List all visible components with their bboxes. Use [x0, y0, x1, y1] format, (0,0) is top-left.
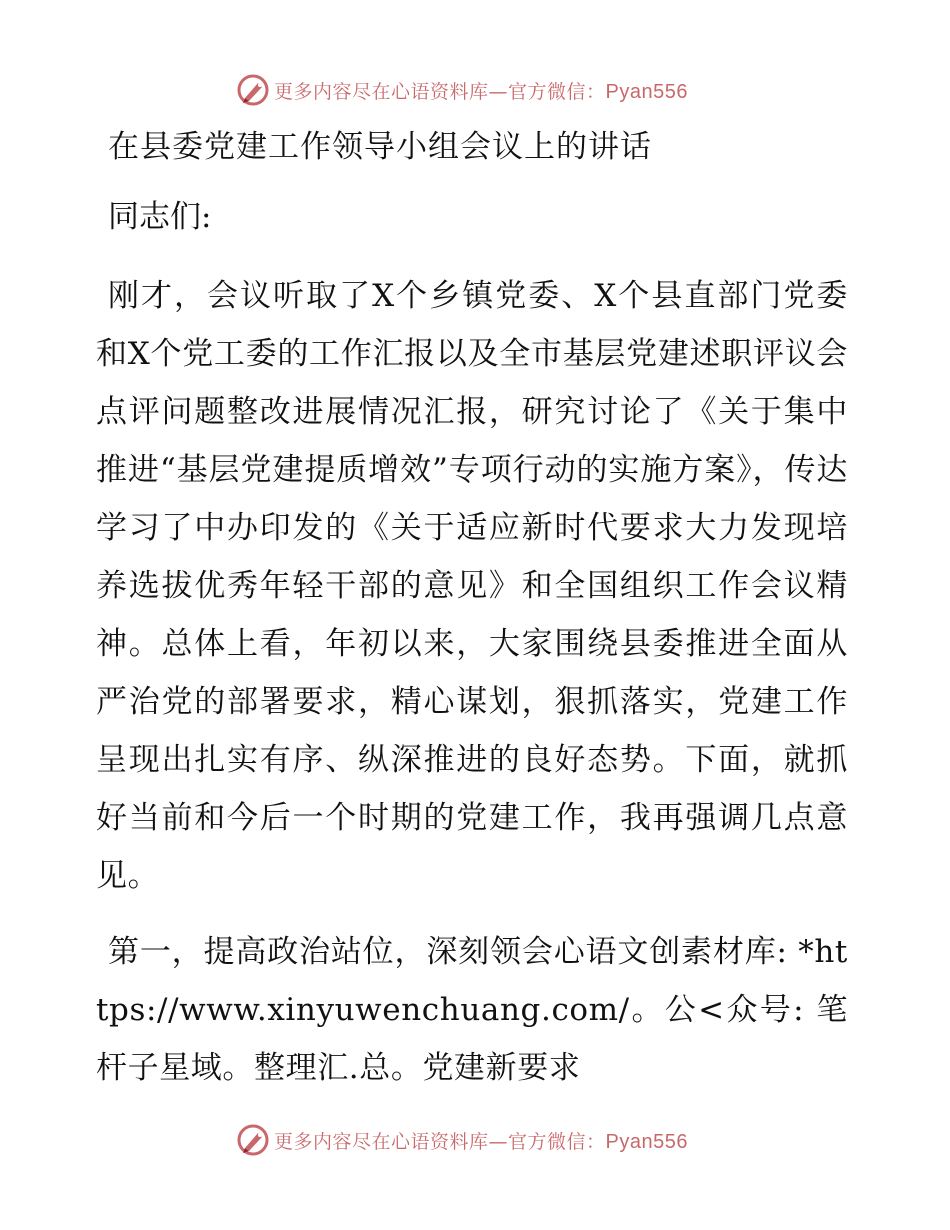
header-watermark [236, 72, 688, 108]
pen-circle-logo-icon [236, 73, 270, 107]
salutation: 同志们: [108, 199, 212, 235]
paragraph-1: 刚才，会议听取了X个乡镇党委、X个县直部门党委和X个党工委的工作汇报以及全市基层党建述职评议会点评问题整改进展情况汇报，研究讨论了《关于集中推进“基层党建提质增效”专项行动的实施方案》，传达学习了中办印发的《关于适应新时代要求大力发现培养选拔优秀年轻干部的意见》和全国组织工作会议精神。总体上看，年初以来，大家围绕县委推进全面从严治党的部署要求，精心谋划，狠抓落实，党建工作呈现出扎实有序、纵深推进的良好态势。下面，就抓好当前和今后一个时期的党建工作，我再强调几点意见。 [96, 278, 848, 894]
document-title: 在县委党建工作领导小组会议上的讲话 [108, 129, 652, 165]
footer-watermark [236, 1122, 688, 1158]
pen-circle-logo-icon [236, 1123, 270, 1157]
watermark-text: 更多内容尽在心语资料库—官方微信：Pyan556 [274, 1130, 688, 1153]
paragraph-2: 第一，提高政治站位，深刻领会心语文创素材库: *https://www.xinyuwenchuang.com/。公<众号: 笔杆子星域。整理汇.总。党建新要求 [96, 934, 848, 1086]
document-body [96, 122, 848, 1115]
watermark-text: 更多内容尽在心语资料库—官方微信：Pyan556 [274, 80, 688, 103]
